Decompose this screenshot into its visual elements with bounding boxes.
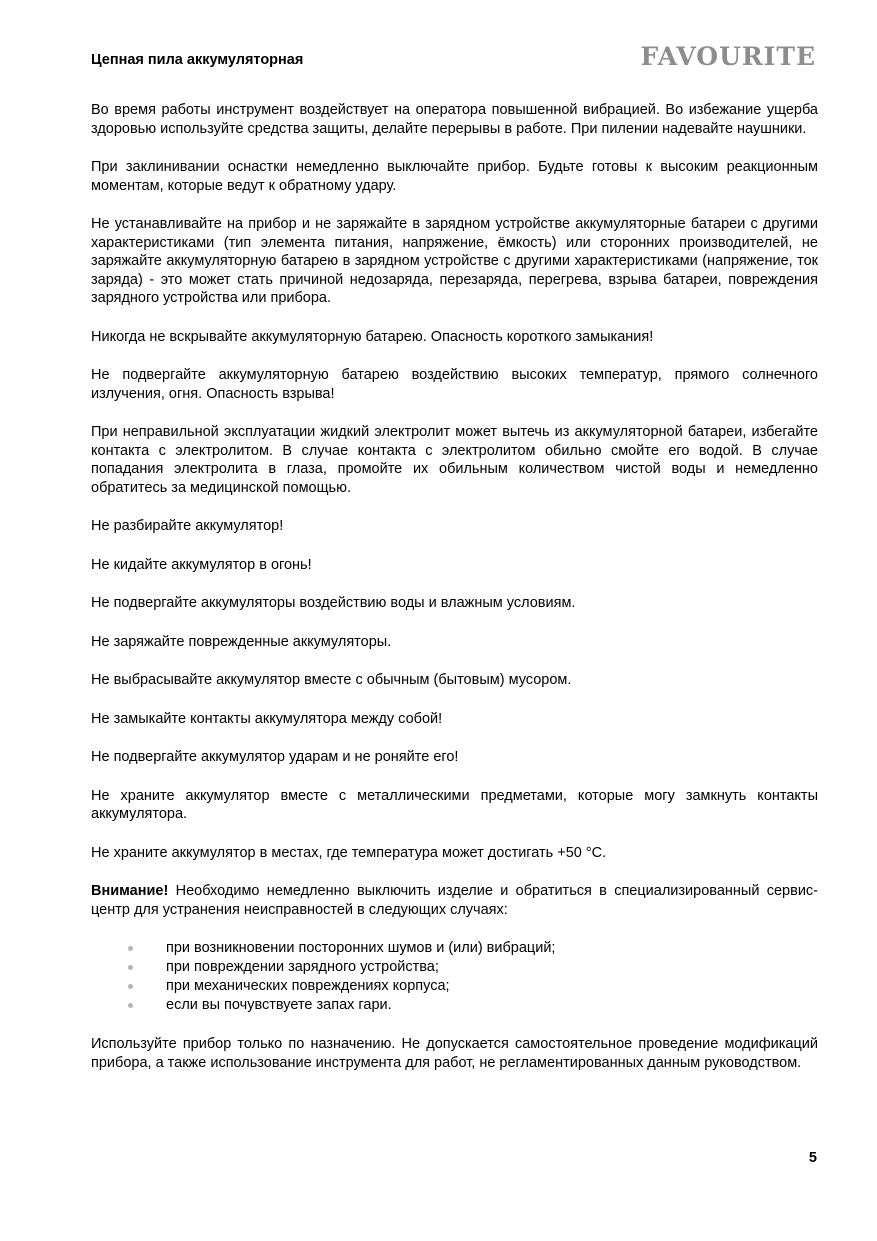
paragraph: Во время работы инструмент воздействует на оператора повышенной вибрацией. Во избежание ущерба здоровью используйте средства защиты, делайте перерывы в работе. При пилении надевайте наушники. xyxy=(91,102,818,137)
bullet-icon xyxy=(128,984,133,989)
paragraph: Не подвергайте аккумуляторы воздействию воды и влажным условиям. xyxy=(91,595,576,611)
paragraph: Не кидайте аккумулятор в огонь! xyxy=(91,556,312,573)
list-item: при повреждении зарядного устройства; xyxy=(91,958,818,977)
paragraph: Не заряжайте поврежденные аккумуляторы. xyxy=(91,633,392,650)
paragraph: Не замыкайте контакты аккумулятора между собой! xyxy=(91,710,443,727)
paragraph: При заклинивании оснастки немедленно выключайте прибор. Будьте готовы к высоким реакционным моментам, которые ведут к обратному удару. xyxy=(91,159,818,194)
warning-paragraph xyxy=(91,882,818,919)
paragraph: Не храните аккумулятор вместе с металлическими предметами, которые могу замкнуть контакты аккумулятора. xyxy=(91,787,818,822)
brand-logo: FAVOURITE xyxy=(640,42,816,71)
paragraph: Не устанавливайте на прибор и не заряжайте в зарядном устройстве аккумуляторные батареи с другими характеристиками (тип элемента питания, напряжение, ёмкость) или сторонних производителей, не заряжайте аккумуляторную батарею в зарядном устройстве с другими характеристиками (напряжение, ток заряда) - это может стать причиной недозаряда, перезаряда, перегрева, взрыва батареи, повреждения зарядного устройства или прибора. xyxy=(91,216,818,306)
paragraph: Не подвергайте аккумулятор ударам и не роняйте его! xyxy=(91,749,459,765)
bullet-icon xyxy=(128,946,133,951)
warning-label: Внимание! xyxy=(91,883,169,899)
paragraph: Не разбирайте аккумулятор! xyxy=(91,518,284,534)
bullet-icon xyxy=(128,1003,133,1008)
list-item: при возникновении посторонних шумов и (или) вибраций; xyxy=(91,939,818,958)
paragraph: Не храните аккумулятор в местах, где температура может достигать +50 °С. xyxy=(91,844,607,861)
paragraph: Никогда не вскрывайте аккумуляторную батарею. Опасность короткого замыкания! xyxy=(91,328,654,345)
document-title: Цепная пила аккумуляторная xyxy=(91,52,304,68)
list-item: при механических повреждениях корпуса; xyxy=(91,977,818,996)
page-content xyxy=(91,101,818,1092)
paragraph: Не выбрасывайте аккумулятор вместе с обычным (бытовым) мусором. xyxy=(91,672,572,688)
closing-paragraph: Используйте прибор только по назначению. Не допускается самостоятельное проведение модификаций прибора, а также использование инструмента для работ, не регламентированных данным руководством. xyxy=(91,1036,818,1071)
paragraph: Не подвергайте аккумуляторную батарею воздействию высоких температур, прямого солнечного излучения, огня. Опасность взрыва! xyxy=(91,367,818,402)
bullet-icon xyxy=(128,965,133,970)
warning-list xyxy=(91,939,818,1015)
warning-text: Необходимо немедленно выключить изделие и обратиться в специализированный сервис-центр для устранения неисправностей в следующих случаях: xyxy=(91,883,818,918)
list-item: если вы почувствуете запах гари. xyxy=(91,996,818,1015)
paragraph: При неправильной эксплуатации жидкий электролит может вытечь из аккумуляторной батареи, избегайте контакта с электролитом. В случае контакта с электролитом обильно смойте его водой. В случае попадания электролита в глаза, промойте их обильным количеством чистой воды и немедленно обратитесь за медицинской помощью. xyxy=(91,424,818,496)
page-number: 5 xyxy=(808,1150,817,1166)
page-header xyxy=(91,42,818,72)
